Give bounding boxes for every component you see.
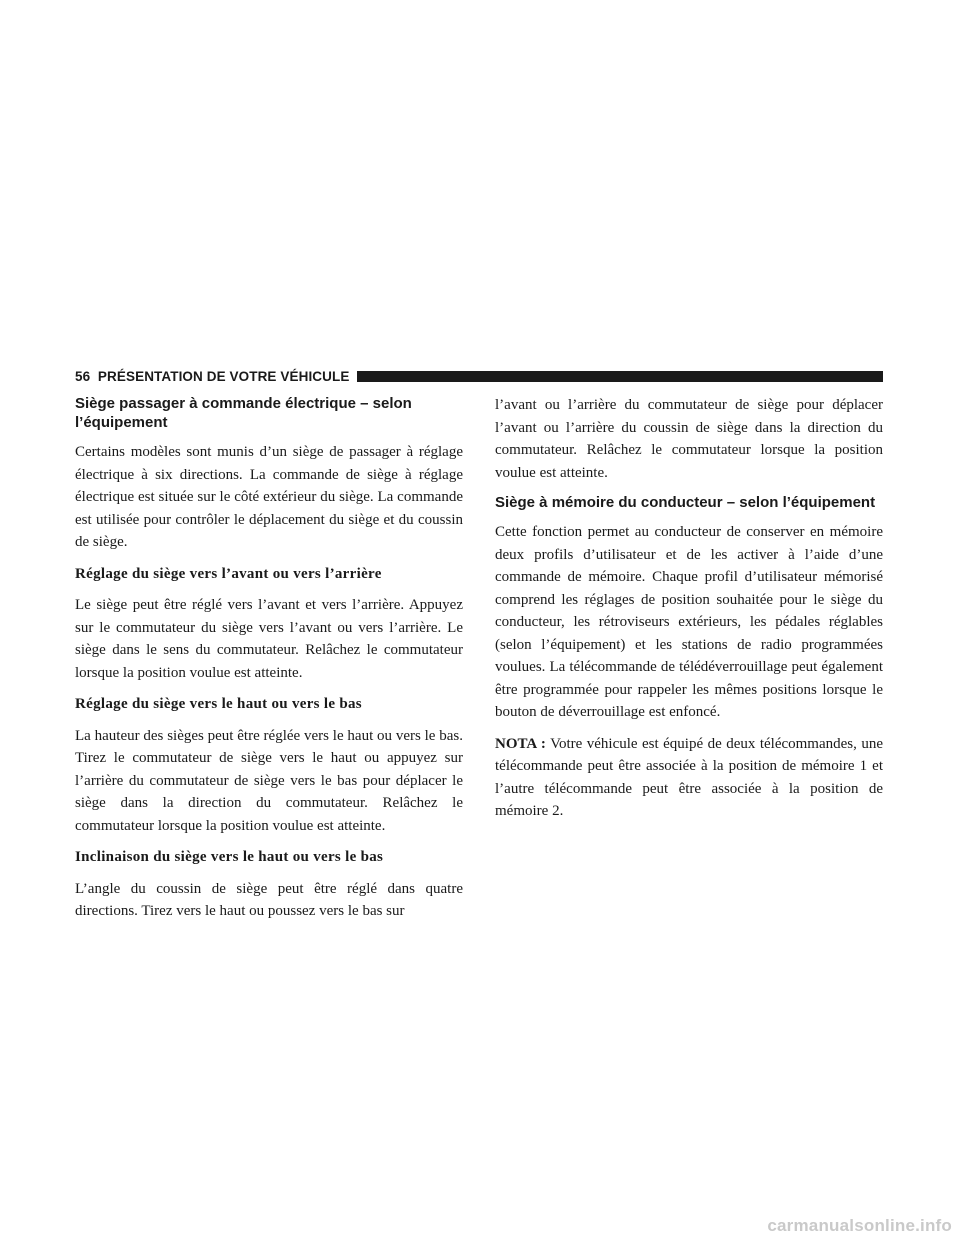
- memory-seat-heading: Siège à mémoire du conducteur – selon l’équipement: [495, 494, 876, 511]
- note-text: Votre véhicule est équipé de deux télécommandes, une télécommande peut être associée à la position de mémoire 1 et l’autre télécommande peut être associée à la position de mémoire 2.: [495, 735, 883, 819]
- right-column: [495, 394, 883, 832]
- page-header: [75, 367, 883, 387]
- passenger-seat-intro: Certains modèles sont munis d’un siège de passager à réglage électrique à six directions. La commande de siège à réglage électrique est située sur le côté extérieur du siège. La commande est utilisée pour contrôler le déplacement du siège et du coussin de siège.: [75, 444, 463, 550]
- note-paragraph: [495, 733, 883, 823]
- up-down-title: Réglage du siège vers le haut ou vers le bas: [75, 696, 362, 712]
- forward-rearward-text: Le siège peut être réglé vers l’avant et vers l’arrière. Appuyez sur le commutateur du siège vers l’avant ou vers l’arrière. Le siège dans le sens du commutateur. Relâchez le commutateur lorsque la position voulue est atteinte.: [75, 597, 463, 681]
- tilt-text: L’angle du coussin de siège peut être réglé dans quatre directions. Tirez vers le haut ou poussez vers le bas sur: [75, 880, 463, 919]
- memory-seat-body: Cette fonction permet au conducteur de conserver en mémoire deux profils d’utilisateur et de les activer à l’aide d’une commande de mémoire. Chaque profil d’utilisateur mémorisé comprend les réglages de position souhaitée pour le siège du conducteur, les rétroviseurs extérieurs, les pédales réglables (selon l’équipement) et les stations de radio programmées voulues. La télécommande de télédéverrouillage peut également être programmée pour rappeler les mêmes positions lorsque le bouton de déverrouillage est enfoncé.: [495, 524, 883, 720]
- tilt-continuation: l’avant ou l’arrière du commutateur de siège pour déplacer l’avant ou l’arrière du coussin de siège dans la direction du commutateur. Relâchez le commutateur lorsque la position voulue est atteinte.: [495, 397, 883, 481]
- header-text: [75, 367, 357, 387]
- section-title: PRÉSENTATION DE VOTRE VÉHICULE: [97, 369, 350, 384]
- watermark: carmanualsonline.info: [767, 1216, 952, 1235]
- up-down-text: La hauteur des sièges peut être réglée vers le haut ou vers le bas. Tirez le commutateur de siège vers le haut ou appuyez sur l’arrière du commutateur de siège vers le bas pour déplacer le siège dans la direction du commutateur. Relâchez le commutateur lorsque la position voulue est atteinte.: [75, 727, 463, 834]
- header-rule: [343, 371, 883, 382]
- passenger-seat-heading: Siège passager à commande électrique – selon l’équipement: [75, 395, 412, 431]
- forward-rearward-title: Réglage du siège vers l’avant ou vers l’arrière: [75, 565, 382, 582]
- tilt-title: Inclinaison du siège vers le haut ou vers le bas: [75, 849, 384, 865]
- note-label: NOTA :: [495, 735, 546, 752]
- page-number: 56: [75, 369, 91, 384]
- left-column: [75, 394, 463, 932]
